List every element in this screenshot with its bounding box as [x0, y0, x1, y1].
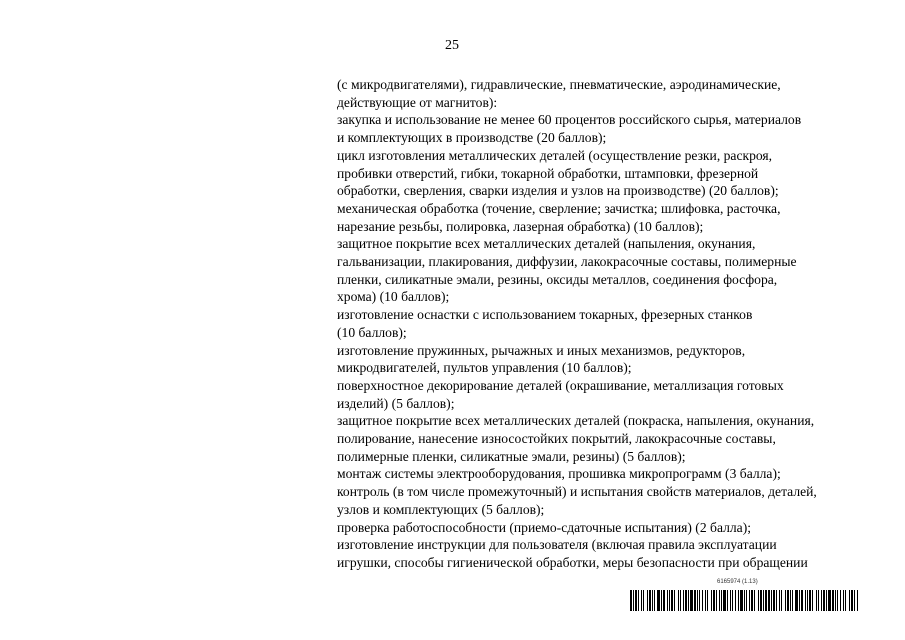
barcode-bar — [837, 590, 838, 611]
barcode-bar — [807, 590, 808, 611]
barcode-bar — [799, 590, 800, 611]
barcode-bar — [638, 590, 639, 611]
barcode-bar — [699, 590, 700, 611]
barcode-bar — [727, 590, 728, 611]
barcode-bar — [857, 590, 858, 611]
barcode-bar — [723, 590, 726, 611]
barcode-bar — [721, 590, 722, 611]
text-line: полирование, нанесение износостойких покрытий, лакокрасочные составы, — [337, 431, 776, 447]
barcode-bar — [661, 590, 662, 611]
barcode-bar — [654, 590, 655, 611]
barcode-bar — [683, 590, 684, 611]
barcode-bar — [805, 590, 806, 611]
barcode-bar — [688, 590, 689, 611]
barcode-bar — [809, 590, 811, 611]
body-text — [337, 76, 882, 572]
barcode-bar — [826, 590, 827, 611]
barcode-bar — [657, 590, 660, 611]
barcode-bar — [690, 590, 693, 611]
barcode-bar — [776, 590, 777, 611]
text-line: проверка работоспособности (приемо-сдаточные испытания) (2 балла); — [337, 519, 752, 535]
text-line: закупка и использование не менее 60 процентов российского сырья, материалов — [337, 112, 802, 128]
barcode-bar — [719, 590, 720, 611]
text-line: пробивки отверстий, гибки, токарной обработки, штамповки, фрезерной — [337, 165, 759, 181]
text-line: изготовление оснастки с использованием токарных, фрезерных станков — [337, 307, 753, 323]
barcode-bar — [669, 590, 670, 611]
barcode-bar — [771, 590, 772, 611]
barcode-bar — [795, 590, 798, 611]
page-number: 25 — [445, 38, 459, 53]
barcode-bar — [823, 590, 825, 611]
barcode-bar — [746, 590, 747, 611]
barcode-bar — [744, 590, 745, 611]
text-line: хрома) (10 баллов); — [337, 289, 450, 305]
barcode-bar — [840, 590, 841, 611]
barcode-bar — [678, 590, 679, 611]
barcode-bar — [643, 590, 644, 611]
barcode-bar — [667, 590, 668, 611]
barcode-bar — [812, 590, 813, 611]
barcode-bar — [680, 590, 681, 611]
barcode-bar — [763, 590, 764, 611]
text-line: механическая обработка (точение, сверление; зачистка; шлифовка, расточка, — [337, 200, 781, 216]
text-line: монтаж системы электрооборудования, прошивка микропрограмм (3 балла); — [337, 466, 781, 482]
text-line: контроль (в том числе промежуточный) и испытания свойств материалов, деталей, — [337, 484, 817, 500]
barcode-bar — [694, 590, 696, 611]
barcode-bar — [711, 590, 712, 611]
barcode-bar — [854, 590, 855, 611]
barcode-bar — [779, 590, 780, 611]
text-line: (10 баллов); — [337, 324, 407, 340]
text-line: пленки, силикатные эмали, резины, оксиды металлов, соединения фосфора, — [337, 271, 778, 287]
barcode-bar — [635, 590, 637, 611]
text-line: изготовление пружинных, рычажных и иных механизмов, редукторов, — [337, 342, 746, 358]
barcode-bar — [630, 590, 632, 611]
barcode-bar — [768, 590, 770, 611]
barcode-bar — [702, 590, 703, 611]
barcode-bar — [705, 590, 706, 611]
barcode-bar — [781, 590, 782, 611]
barcode-bar — [685, 590, 687, 611]
barcode-bar — [740, 590, 743, 611]
barcode-bar — [716, 590, 717, 611]
barcode-bar — [732, 590, 733, 611]
barcode-bar — [674, 590, 675, 611]
barcode-bar — [758, 590, 759, 611]
barcode-bar — [843, 590, 844, 611]
barcode-bar — [821, 590, 822, 611]
text-line: узлов и комплектующих (5 баллов); — [337, 501, 545, 517]
text-line: поверхностное декорирование деталей (окрашивание, металлизация готовых — [337, 377, 784, 393]
barcode-bar — [816, 590, 817, 611]
barcode-bar — [749, 590, 750, 611]
barcode-bar — [828, 590, 831, 611]
barcode-bar — [697, 590, 698, 611]
text-line: обработки, сверления, сварки изделия и узлов на производстве) (20 баллов); — [337, 183, 779, 199]
text-line: защитное покрытие всех металлических деталей (покраска, напыления, окунания, — [337, 413, 815, 429]
text-line: гальванизации, плакирования, диффузии, лакокрасочные составы, полимерные — [337, 254, 797, 270]
barcode-bar — [835, 590, 836, 611]
barcode-bar — [647, 590, 648, 611]
barcode-bar — [832, 590, 834, 611]
barcode-bar — [641, 590, 642, 611]
barcode-bar — [652, 590, 653, 611]
barcode-bar — [792, 590, 793, 611]
barcode-bar — [773, 590, 775, 611]
barcode-caption: 6165974 (1.13) — [717, 579, 758, 585]
barcode-bar — [649, 590, 651, 611]
barcode-bar — [765, 590, 767, 611]
barcode-bar — [633, 590, 634, 611]
text-line: (с микродвигателями), гидравлические, пневматические, аэродинамические, — [337, 77, 781, 92]
barcode-bar — [754, 590, 755, 611]
barcode-bar — [787, 590, 789, 611]
barcode-bar — [713, 590, 715, 611]
text-line: изделий) (5 баллов); — [337, 395, 455, 411]
barcode-bar — [738, 590, 739, 611]
barcode-bar — [818, 590, 819, 611]
barcode-bar — [707, 590, 708, 611]
barcode-bar — [849, 590, 850, 611]
barcode-bar — [851, 590, 853, 611]
barcode-bar — [730, 590, 731, 611]
barcode-image — [630, 590, 859, 611]
barcode-bar — [785, 590, 786, 611]
barcode-bar — [671, 590, 673, 611]
barcode-bar — [735, 590, 736, 611]
barcode-bar — [790, 590, 791, 611]
barcode-bar — [751, 590, 753, 611]
text-line: полимерные пленки, силикатные эмали, резины) (5 баллов); — [337, 448, 686, 464]
barcode-bar — [845, 590, 846, 611]
text-line: и комплектующих в производстве (20 баллов); — [337, 130, 607, 146]
text-line: микродвигателей, пультов управления (10 баллов); — [337, 360, 632, 376]
barcode-bar — [663, 590, 665, 611]
text-line: цикл изготовления металлических деталей (осуществление резки, раскроя, — [337, 147, 773, 163]
text-line: защитное покрытие всех металлических деталей (напыления, окунания, — [337, 236, 756, 252]
barcode-bar — [801, 590, 803, 611]
text-line: действующие от магнитов): — [337, 94, 498, 110]
barcode-bar — [760, 590, 762, 611]
text-line: изготовление инструкции для пользователя (включая правила эксплуатации — [337, 537, 777, 553]
text-line: нарезание резьбы, полировка, лазерная обработка) (10 баллов); — [337, 218, 704, 234]
text-line: игрушки, способы гигиенической обработки, меры безопасности при обращении — [337, 554, 808, 570]
